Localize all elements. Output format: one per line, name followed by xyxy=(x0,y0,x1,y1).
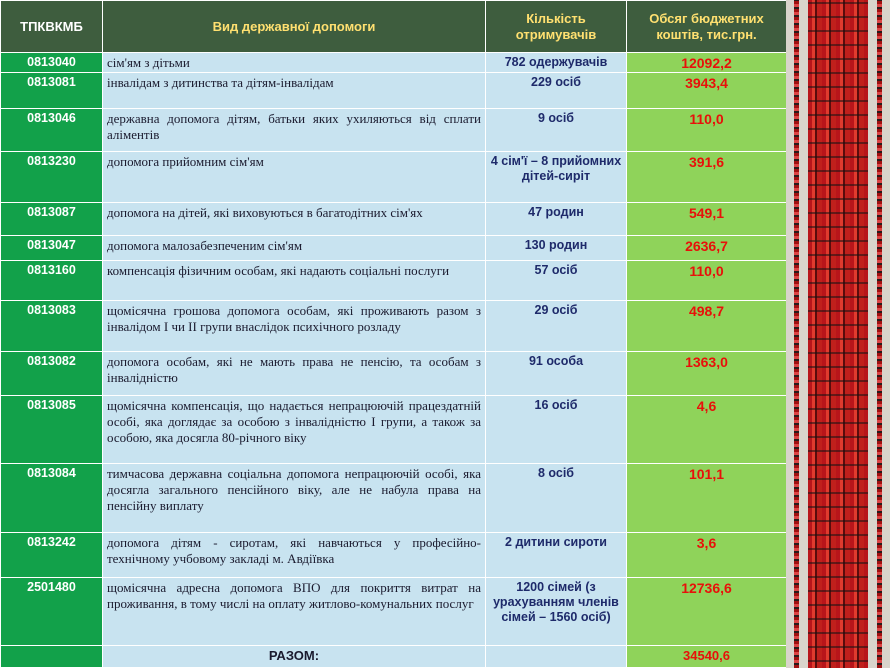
table-row xyxy=(1,53,787,73)
header-code: ТПКВКМБ xyxy=(1,1,103,53)
total-code-cell xyxy=(1,645,103,668)
ornament-band xyxy=(808,0,868,668)
row-count: 4 сім'ї – 8 прийомних дітей-сиріт xyxy=(486,151,627,202)
row-count: 57 осіб xyxy=(486,260,627,301)
row-count: 91 особа xyxy=(486,352,627,396)
table-row xyxy=(1,236,787,260)
row-sum: 12736,6 xyxy=(627,578,787,645)
row-sum: 391,6 xyxy=(627,151,787,202)
row-sum: 3943,4 xyxy=(627,73,787,109)
total-count-cell xyxy=(486,645,627,668)
row-count: 1200 сімей (з урахуванням членів сімей – 1560 осіб) xyxy=(486,578,627,645)
table-row xyxy=(1,352,787,396)
row-type: щомісячна грошова допомога особам, які проживають разом з інвалідом I чи II групи внаслідок психічного розладу xyxy=(103,301,486,352)
row-sum: 101,1 xyxy=(627,464,787,532)
row-code: 0813087 xyxy=(1,202,103,236)
ornament-left-stripe xyxy=(794,0,799,668)
row-count: 782 одержувачів xyxy=(486,53,627,73)
row-sum: 110,0 xyxy=(627,108,787,151)
row-code: 0813081 xyxy=(1,73,103,109)
table-row xyxy=(1,151,787,202)
row-sum: 498,7 xyxy=(627,301,787,352)
row-sum: 3,6 xyxy=(627,532,787,578)
row-type: допомога прийомним сім'ям xyxy=(103,151,486,202)
row-type: щомісячна адресна допомога ВПО для покриття витрат на проживання, в тому числі на оплату житлово-комунальних послуг xyxy=(103,578,486,645)
row-type: допомога малозабезпеченим сім'ям xyxy=(103,236,486,260)
row-count: 47 родин xyxy=(486,202,627,236)
row-code: 0813160 xyxy=(1,260,103,301)
table-row xyxy=(1,108,787,151)
table-row xyxy=(1,260,787,301)
header-recipients-count: Кількість отримувачів xyxy=(486,1,627,53)
row-count: 9 осіб xyxy=(486,108,627,151)
total-row xyxy=(1,645,787,668)
embroidery-ornament xyxy=(786,0,890,668)
row-sum: 4,6 xyxy=(627,396,787,464)
table-row xyxy=(1,578,787,645)
header-budget-amount: Обсяг бюджетних коштів, тис.грн. xyxy=(627,1,787,53)
row-type: інвалідам з дитинства та дітям-інвалідам xyxy=(103,73,486,109)
row-code: 0813082 xyxy=(1,352,103,396)
row-count: 130 родин xyxy=(486,236,627,260)
row-code: 2501480 xyxy=(1,578,103,645)
row-sum: 12092,2 xyxy=(627,53,787,73)
total-sum: 34540,6 xyxy=(627,645,787,668)
row-count: 8 осіб xyxy=(486,464,627,532)
row-count: 16 осіб xyxy=(486,396,627,464)
row-type: компенсація фізичним особам, які надають соціальні послуги xyxy=(103,260,486,301)
row-sum: 1363,0 xyxy=(627,352,787,396)
row-type: допомога дітям - сиротам, які навчаються у професійно-технічному учбовому закладі м. Авдіївка xyxy=(103,532,486,578)
table-header-row xyxy=(1,1,787,53)
row-sum: 2636,7 xyxy=(627,236,787,260)
row-code: 0813083 xyxy=(1,301,103,352)
row-type: допомога на дітей, які виховуються в багатодітних сім'ях xyxy=(103,202,486,236)
row-sum: 549,1 xyxy=(627,202,787,236)
row-count: 29 осіб xyxy=(486,301,627,352)
row-count: 229 осіб xyxy=(486,73,627,109)
row-code: 0813230 xyxy=(1,151,103,202)
table-row xyxy=(1,396,787,464)
row-code: 0813047 xyxy=(1,236,103,260)
row-type: допомога особам, які не мають права не пенсію, та особам з інвалідністю xyxy=(103,352,486,396)
table-row xyxy=(1,532,787,578)
row-code: 0813040 xyxy=(1,53,103,73)
row-type: державна допомога дітям, батьки яких ухиляються від сплати аліментів xyxy=(103,108,486,151)
table-row xyxy=(1,73,787,109)
row-code: 0813046 xyxy=(1,108,103,151)
row-code: 0813085 xyxy=(1,396,103,464)
table-row xyxy=(1,464,787,532)
row-type: сім'ям з дітьми xyxy=(103,53,486,73)
total-label: РАЗОМ: xyxy=(103,645,486,668)
row-type: тимчасова державна соціальна допомога непрацюючій особі, яка досягла загального пенсійного віку, але не набула права на пенсійну виплату xyxy=(103,464,486,532)
row-type: щомісячна компенсація, що надається непрацюючій працездатній особі, яка доглядає за особою з інвалідністю I групи, а також за особою, яка досягла 80-річного віку xyxy=(103,396,486,464)
row-code: 0813242 xyxy=(1,532,103,578)
header-assistance-type: Вид державної допомоги xyxy=(103,1,486,53)
row-code: 0813084 xyxy=(1,464,103,532)
row-sum: 110,0 xyxy=(627,260,787,301)
ornament-right-stripe xyxy=(877,0,882,668)
row-count: 2 дитини сироти xyxy=(486,532,627,578)
table-row xyxy=(1,301,787,352)
table-row xyxy=(1,202,787,236)
